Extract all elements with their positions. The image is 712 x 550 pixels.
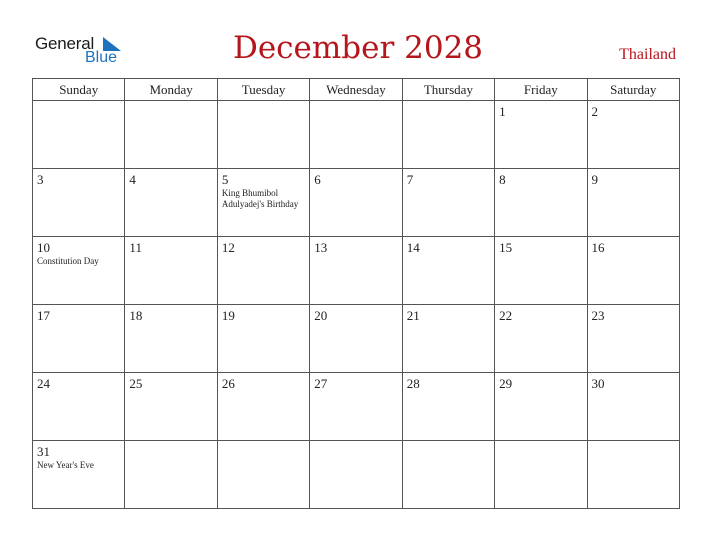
holiday-label: Constitution Day (37, 256, 99, 266)
day-cell (33, 101, 125, 169)
day-cell (495, 101, 587, 169)
weekday-header: Friday (495, 79, 587, 101)
day-number: 27 (314, 376, 328, 391)
day-number: 2 (591, 104, 599, 119)
day-number: 15 (499, 240, 513, 255)
holiday-label: New Year's Eve (37, 460, 94, 470)
day-cell (402, 101, 494, 169)
day-cell (495, 169, 587, 237)
weekday-header: Sunday (33, 79, 125, 101)
week-row (33, 305, 680, 373)
day-number: 14 (406, 240, 420, 255)
week-row (33, 101, 680, 169)
day-cell (402, 441, 494, 509)
day-cell (587, 305, 679, 373)
day-number: 16 (591, 240, 605, 255)
day-cell (310, 237, 402, 305)
day-cell (495, 237, 587, 305)
logo-text-general: General (35, 34, 95, 53)
day-cell (125, 169, 217, 237)
day-cell (310, 373, 402, 441)
day-cell (125, 373, 217, 441)
day-cell (310, 441, 402, 509)
day-number: 22 (499, 308, 513, 323)
week-row (33, 169, 680, 237)
day-cell (402, 373, 494, 441)
day-number: 12 (221, 240, 235, 255)
day-cell (495, 441, 587, 509)
day-cell (587, 237, 679, 305)
day-number: 29 (499, 376, 513, 391)
day-cell (33, 373, 125, 441)
day-cell (217, 305, 309, 373)
day-cell (402, 305, 494, 373)
day-cell (402, 169, 494, 237)
day-cell (587, 373, 679, 441)
day-number: 28 (406, 376, 420, 391)
day-cell (217, 169, 309, 237)
day-number: 23 (591, 308, 605, 323)
day-number: 5 (221, 172, 229, 187)
day-cell (217, 441, 309, 509)
day-number: 25 (129, 376, 143, 391)
day-cell (125, 237, 217, 305)
day-number: 3 (37, 172, 44, 187)
brand-logo (35, 34, 125, 68)
day-number: 7 (406, 172, 414, 187)
day-number: 10 (37, 240, 50, 255)
day-number: 1 (499, 104, 506, 119)
day-cell (310, 101, 402, 169)
day-cell (587, 101, 679, 169)
day-cell (217, 101, 309, 169)
day-number: 20 (314, 308, 328, 323)
day-cell (495, 305, 587, 373)
day-cell (33, 305, 125, 373)
day-number: 8 (499, 172, 506, 187)
day-number: 13 (314, 240, 328, 255)
weekday-header: Saturday (587, 79, 679, 101)
day-cell (310, 305, 402, 373)
day-cell (587, 441, 679, 509)
day-number: 11 (129, 240, 142, 255)
day-number: 18 (129, 308, 143, 323)
day-number: 19 (221, 308, 235, 323)
logo-text-blue: Blue (85, 49, 118, 66)
day-cell (33, 441, 125, 509)
day-cell (125, 101, 217, 169)
day-number: 9 (591, 172, 599, 187)
day-cell (587, 169, 679, 237)
weekday-header: Monday (125, 79, 217, 101)
holiday-label: King Bhumibol Adulyadej's Birthday (221, 188, 299, 209)
week-row (33, 441, 680, 509)
calendar-grid (32, 78, 680, 509)
page-title: December 2028 (232, 30, 484, 66)
day-cell (495, 373, 587, 441)
calendar-body (33, 101, 680, 509)
day-number: 30 (591, 376, 605, 391)
weekday-header: Thursday (402, 79, 494, 101)
day-number: 26 (221, 376, 235, 391)
day-cell (310, 169, 402, 237)
day-cell (125, 441, 217, 509)
day-cell (33, 237, 125, 305)
day-cell (217, 237, 309, 305)
weekday-header: Tuesday (217, 79, 309, 101)
weekday-header: Wednesday (310, 79, 402, 101)
day-number: 17 (37, 308, 50, 323)
weekday-header-row (33, 79, 680, 101)
week-row (33, 237, 680, 305)
day-number: 6 (314, 172, 321, 187)
day-cell (217, 373, 309, 441)
day-cell (125, 305, 217, 373)
week-row (33, 373, 680, 441)
day-number: 4 (129, 172, 136, 187)
day-cell (402, 237, 494, 305)
day-number: 21 (406, 308, 420, 323)
day-number: 31 (37, 444, 50, 459)
country-label: Thailand (619, 46, 676, 63)
day-number: 24 (37, 376, 50, 391)
day-cell (33, 169, 125, 237)
